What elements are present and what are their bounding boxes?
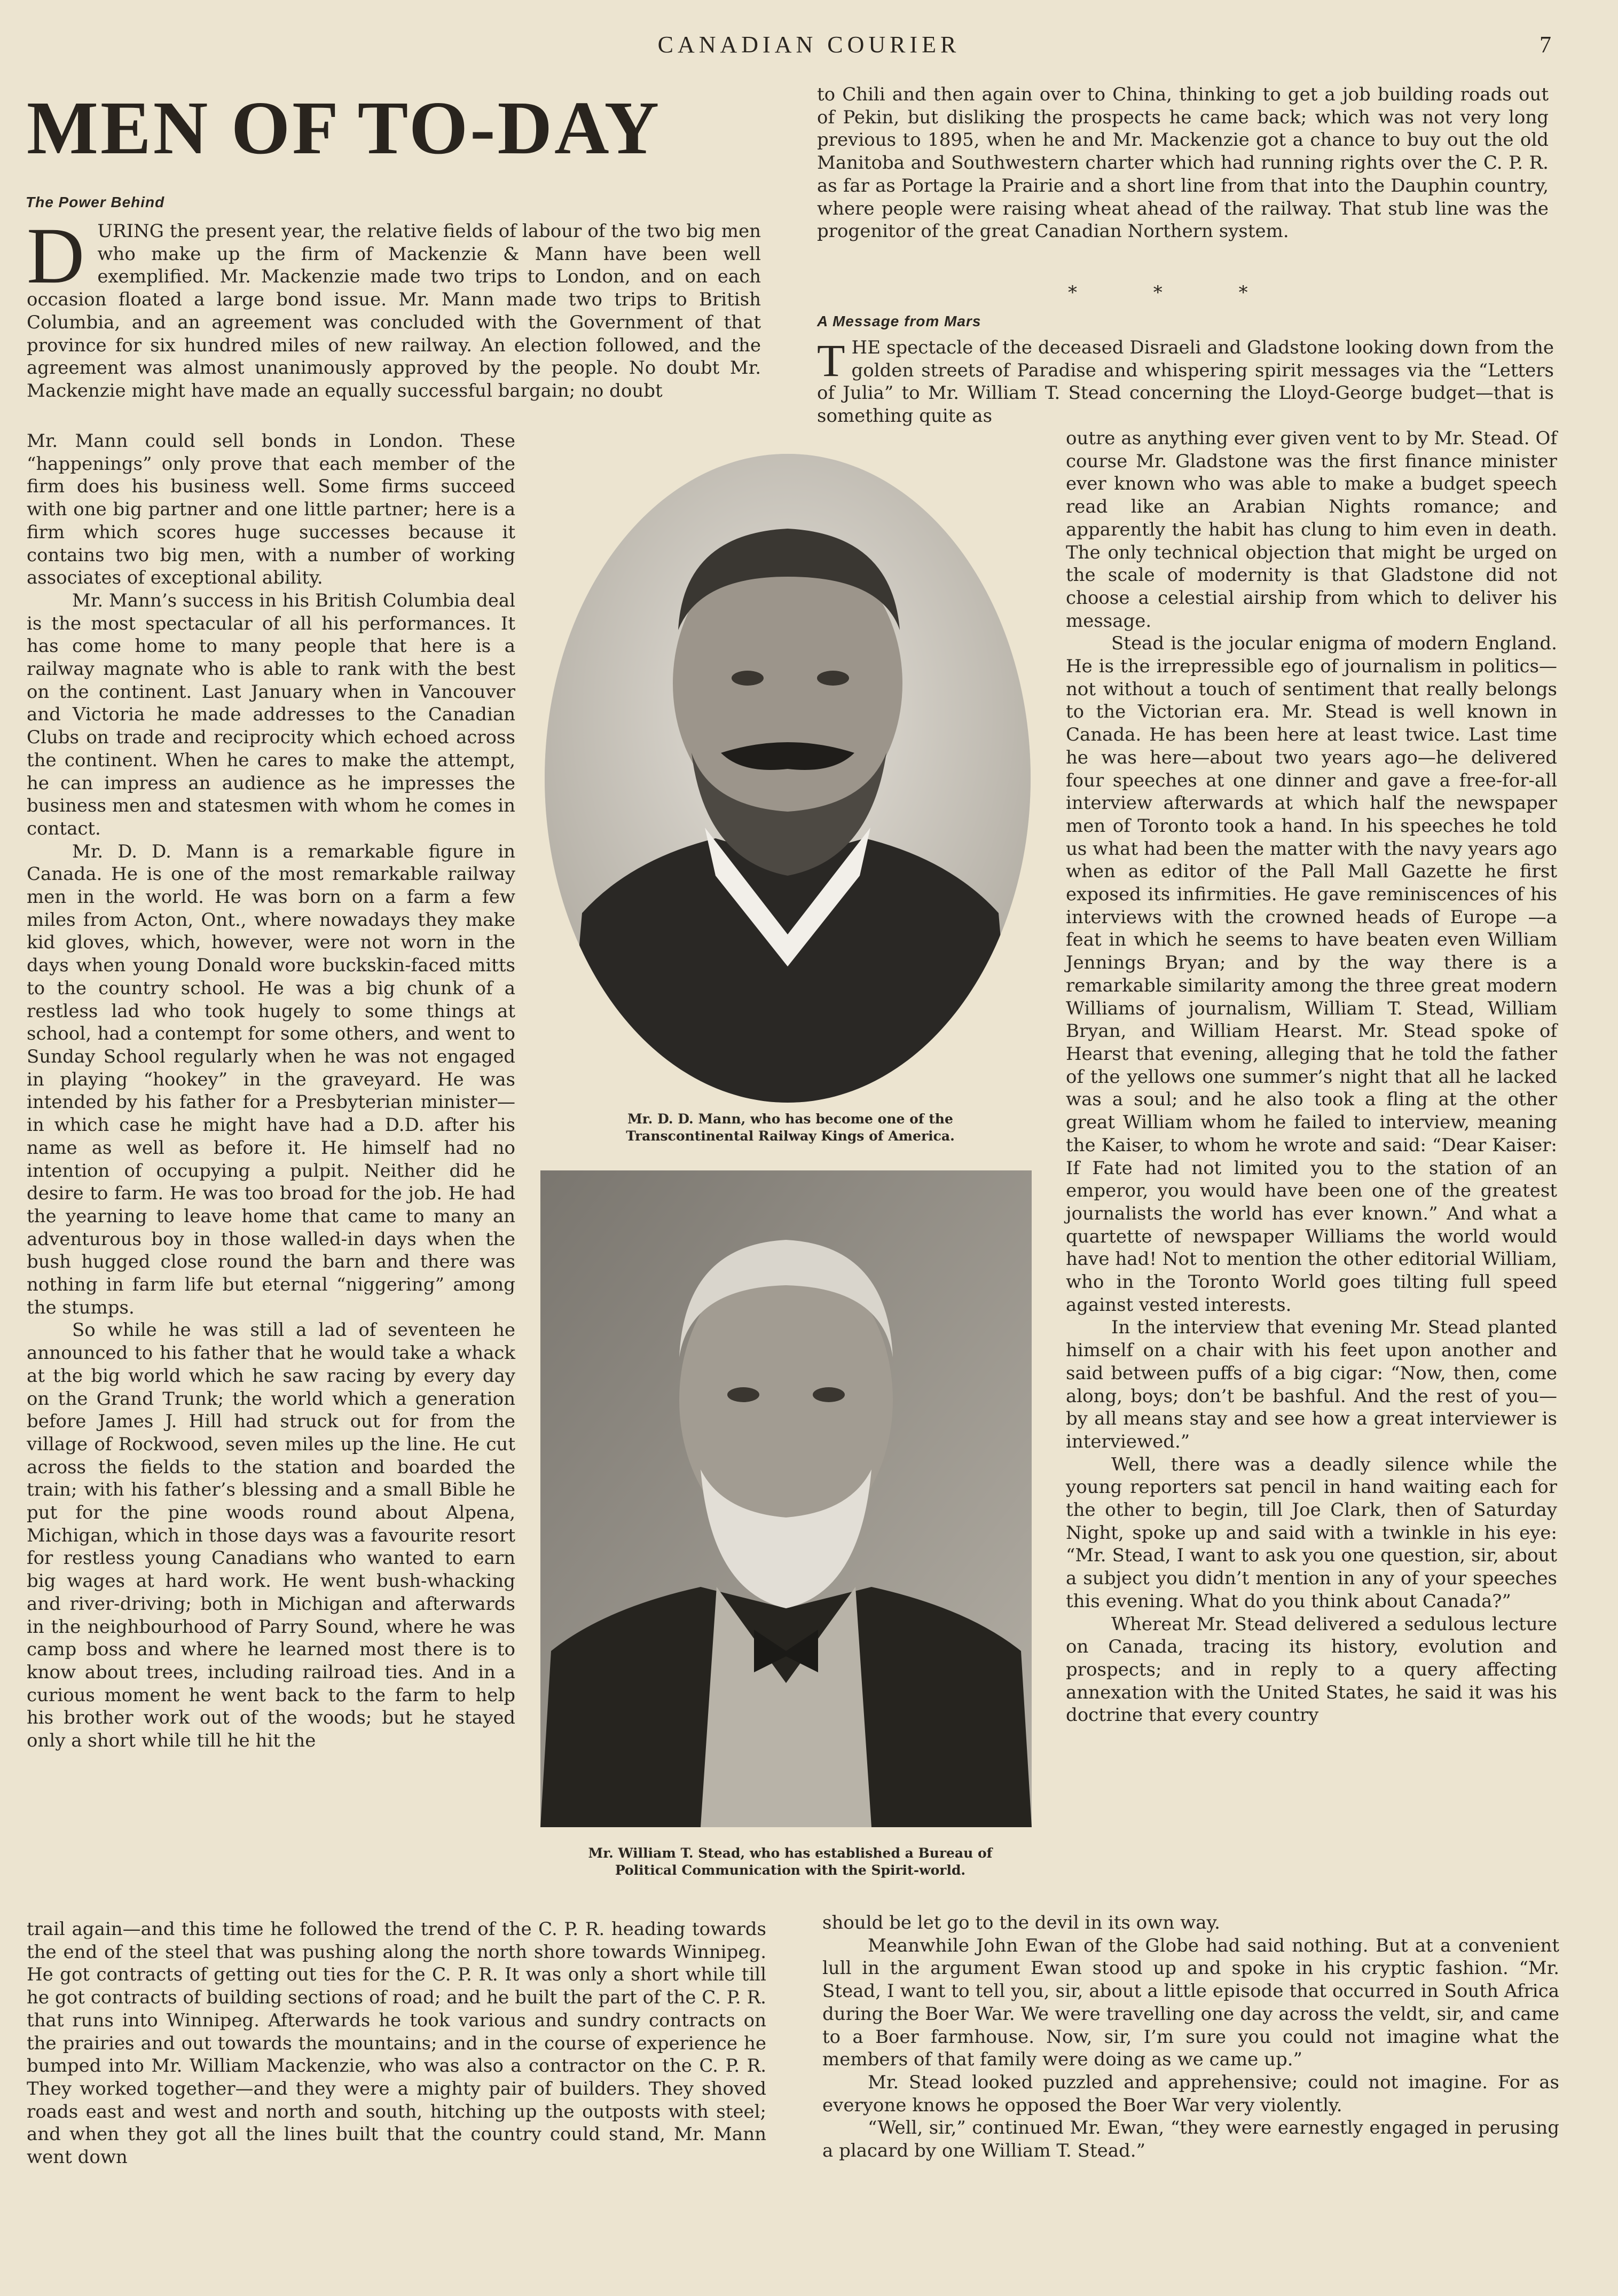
paragraph: Mr. D. D. Mann is a remarkable figure in Canada. He is one of the most remarkable railway men in the world. He was born on a farm a few miles from Acton, Ont., where nowadays they make kid gloves, which, however, were not worn in the days when young Donald wore buckskin-faced mitts to the country school. He was a big chunk of a restless lad who took hugely to some things at school, had a contempt for some others, and went to Sunday School regularly when he was not engaged in playing “hookey” in the graveyard. He was intended by his father for a Presbyterian minister—in which case he might have had a D.D. after his name as well as before it. He himself had no intention of occupying a pulpit. Neither did he desire to farm. He was too broad for the job. He had the yearning to leave home that came to many an adventurous boy in those walled-in days when the bush hugged close round the barn and there was nothing in farm life but eternal “niggering” among the stumps. bbox=[27, 840, 515, 1318]
caption-stead: Mr. William T. Stead, who has established a Bureau of Political Communication with the Spirit-world. bbox=[588, 1845, 993, 1878]
portrait-stead-photo bbox=[540, 1170, 1032, 1827]
drop-cap: D bbox=[27, 211, 85, 300]
caption-mann: Mr. D. D. Mann, who has become one of the Transcontinental Railway Kings of America. bbox=[626, 1111, 955, 1144]
paragraph: Well, there was a deadly silence while the young reporters sat pencil in hand waiting each for the other to begin, till Joe Clark, then of Saturday Night, spoke up and said with a twinkle in his eye: “Mr. Stead, I want to ask you one question, sir, about a subject you didn’t mention in any of your speeches this evening. What do you think about Canada?” bbox=[1066, 1453, 1557, 1612]
page-title: MEN OF TO-DAY bbox=[27, 85, 662, 170]
drop-cap: T bbox=[817, 335, 845, 386]
paragraph: So while he was still a lad of seventeen he announced to his father that he would take a whack at the big world which he saw racing by every day on the Grand Trunk; the world which a generation before James J. Hill had struck out for from the village of Rockwood, seven miles up the line. He cut across the fields to the station and boarded the train; with his father’s blessing and a small Bible he put for the pine woods round about Alpena, Michigan, which in those days was a favourite resort for restless young Canadians who wanted to earn big wages at hard work. He went bush-whacking and river-driving; both in Michigan and afterwards in the neighbourhood of Parry Sound, where he was camp boss and where he learned most there is to know about trees, including railroad ties. And in a curious moment he went back to the farm to help his brother work out of the woods; but he stayed only a short while till he hit the bbox=[27, 1319, 515, 1752]
paragraph: THE spectacle of the deceased Disraeli and Gladstone looking down from the golden streets of Paradise and whispering spirit messages via the “Letters of Julia” to Mr. William T. Stead concerning the Lloyd-George budget—that is something quite as bbox=[817, 335, 1554, 427]
column-right-narrow bbox=[1066, 427, 1557, 1727]
column-right-lead bbox=[817, 336, 1554, 428]
paragraph: In the interview that evening Mr. Stead planted himself on a chair with his feet upon another and said between puffs of a big cigar: “Now, then, come along, boys; don’t be bashful. And the rest of you—by all means stay and see how a great interviewer is interviewed.” bbox=[1066, 1317, 1557, 1452]
paragraph: trail again—and this time he followed the trend of the C. P. R. heading towards the end of the steel that was pushing along the north shore towards Winnipeg. He got contracts of getting out ties for the C. P. R. It was only a short while till he got contracts of building sections of road; and he built the part of the C. P. R. that runs into Winnipeg. Afterwards he took various and sundry contracts on the prairies and out towards the mountains; and in the course of experience he bumped into Mr. William Mackenzie, who was also a contractor on the C. P. R. They worked together—and they were a mighty pair of builders. They shoved roads east and west and north and south, hitching up the outposts with steel; and when they got all the lines built that the country could stand, Mr. Mann went down bbox=[27, 1918, 766, 2168]
section-heading-message-from-mars: A Message from Mars bbox=[817, 313, 981, 329]
column-right-bottom bbox=[822, 1912, 1559, 2163]
paragraph: Whereat Mr. Stead delivered a sedulous lecture on Canada, tracing its history, evolution and prospects; and in reply to a query affecting annexation with the United States, he said it was his doctrine that every country bbox=[1066, 1613, 1557, 1726]
section-separator: * * * bbox=[1068, 282, 1283, 303]
column-left-bottom bbox=[27, 1918, 766, 2169]
paragraph: Meanwhile John Ewan of the Globe had said nothing. But at a convenient lull in the argument Ewan stood up and spoke in his cryptic fashion. “Mr. Stead, I want to tell you, sir, about a little episode that occurred in South Africa during the Boer War. We were travelling one day across the veldt, sir, and came to a Boer farmhouse. Now, sir, I’m sure you could not imagine what the members of that family were doing as we came up.” bbox=[822, 1935, 1559, 2071]
section-heading-power-behind: The Power Behind bbox=[26, 194, 165, 210]
portrait-mann-illustration bbox=[545, 454, 1031, 1103]
paragraph: Mr. Mann’s success in his British Columbia deal is the most spectacular of all his performances. It has come home to many people that here is a railway magnate who is able to rank with the best on the continent. Last January when in Vancouver and Victoria he made addresses to the Canadian Clubs on trade and reciprocity which echoed across the continent. When he cares to make the attempt, he can impress an audience as he impresses the business men and statesmen with whom he comes in contact. bbox=[27, 589, 515, 839]
portrait-mann-photo bbox=[545, 454, 1031, 1103]
paragraph: DURING the present year, the relative fields of labour of the two big men who make up the firm of Mackenzie & Mann have been well exemplified. Mr. Mackenzie made two trips to London, and on each occasion floated a large bond issue. Mr. Mann made two trips to British Columbia, and an agreement was concluded with the Government of that province for six hundred miles of new railway. An election followed, and the agreement was almost unanimously approved by the people. No doubt Mr. Mackenzie might have made an equally successful bargain; no doubt bbox=[27, 211, 761, 402]
paragraph: Mr. Mann could sell bonds in London. These “happenings” only prove that each member of the firm does his business well. Some firms succeed with one big partner and one little partner; here is a firm which scores huge successes because it contains two big men, with a number of working associates of exceptional ability. bbox=[27, 430, 515, 589]
page-number: 7 bbox=[1540, 32, 1551, 58]
paragraph: to Chili and then again over to China, thinking to get a job building roads out of Pekin, but disliking the prospects he came back; which was not very long previous to 1895, when he and Mr. Mackenzie got a chance to buy out the old Manitoba and Southwestern charter which had running rights over the C. P. R. as far as Portage la Prairie and a short line from that into the Dauphin country, where people were raising wheat ahead of the railway. That stub line was the progenitor of the great Canadian Northern system. bbox=[817, 84, 1549, 242]
column-right-top bbox=[817, 83, 1549, 243]
paragraph: outre as anything ever given vent to by Mr. Stead. Of course Mr. Gladstone was the first finance minister ever known who was able to make a budget speech read like an Arabian Nights romance; and apparently the habit has clung to him even in death. The only technical objection that might be urged on the scale of modernity is that Gladstone did not choose a celestial airship from which to deliver his message. bbox=[1066, 428, 1557, 632]
paragraph: Stead is the jocular enigma of modern England. He is the irrepressible ego of journalism in politics—not without a touch of sentiment that really belongs to the Victorian era. Mr. Stead is well known in Canada. He has been here at least twice. Last time he was here—about two years ago—he delivered four speeches at one dinner and gave a free-for-all interview afterwards at which half the newspaper men of Toronto took a hand. In his speeches he told us what had been the matter with the navy years ago when as editor of the Pall Mall Gazette he first exposed its infirmities. He gave reminiscences of his interviews with the crowned heads of Europe —a feat in which he seems to have beaten even William Jennings Bryan; and by the way there is a remarkable similarity among the three great modern Williams of journalism, William T. Stead, William Bryan, and William Hearst. Mr. Stead spoke of Hearst that evening, alleging that he told the father of the yellows one summer’s night that all he lacked was a soul; and he also took a fling at the other great William whom he failed to interview, meaning the Kaiser, to whom he wrote and said: “Dear Kaiser: If Fate had not limited you to the station of an emperor, you would have been one of the greatest journalists the world has ever known.” And what a quartette of newspaper Williams the world would have had! Not to mention the other editorial William, who in the Toronto World goes tilting full speed against vested interests. bbox=[1066, 633, 1557, 1316]
column-left-top bbox=[27, 211, 761, 403]
paragraph: Mr. Stead looked puzzled and apprehensive; could not imagine. For as everyone knows he opposed the Boer War very violently. bbox=[822, 2071, 1559, 2116]
paragraph: should be let go to the devil in its own way. bbox=[822, 1912, 1220, 1933]
paragraph: “Well, sir,” continued Mr. Ewan, “they were earnestly engaged in perusing a placard by one William T. Stead.” bbox=[822, 2117, 1559, 2162]
column-left-narrow bbox=[27, 430, 515, 1752]
portrait-stead-illustration bbox=[540, 1170, 1032, 1827]
running-head: CANADIAN COURIER bbox=[657, 32, 961, 58]
